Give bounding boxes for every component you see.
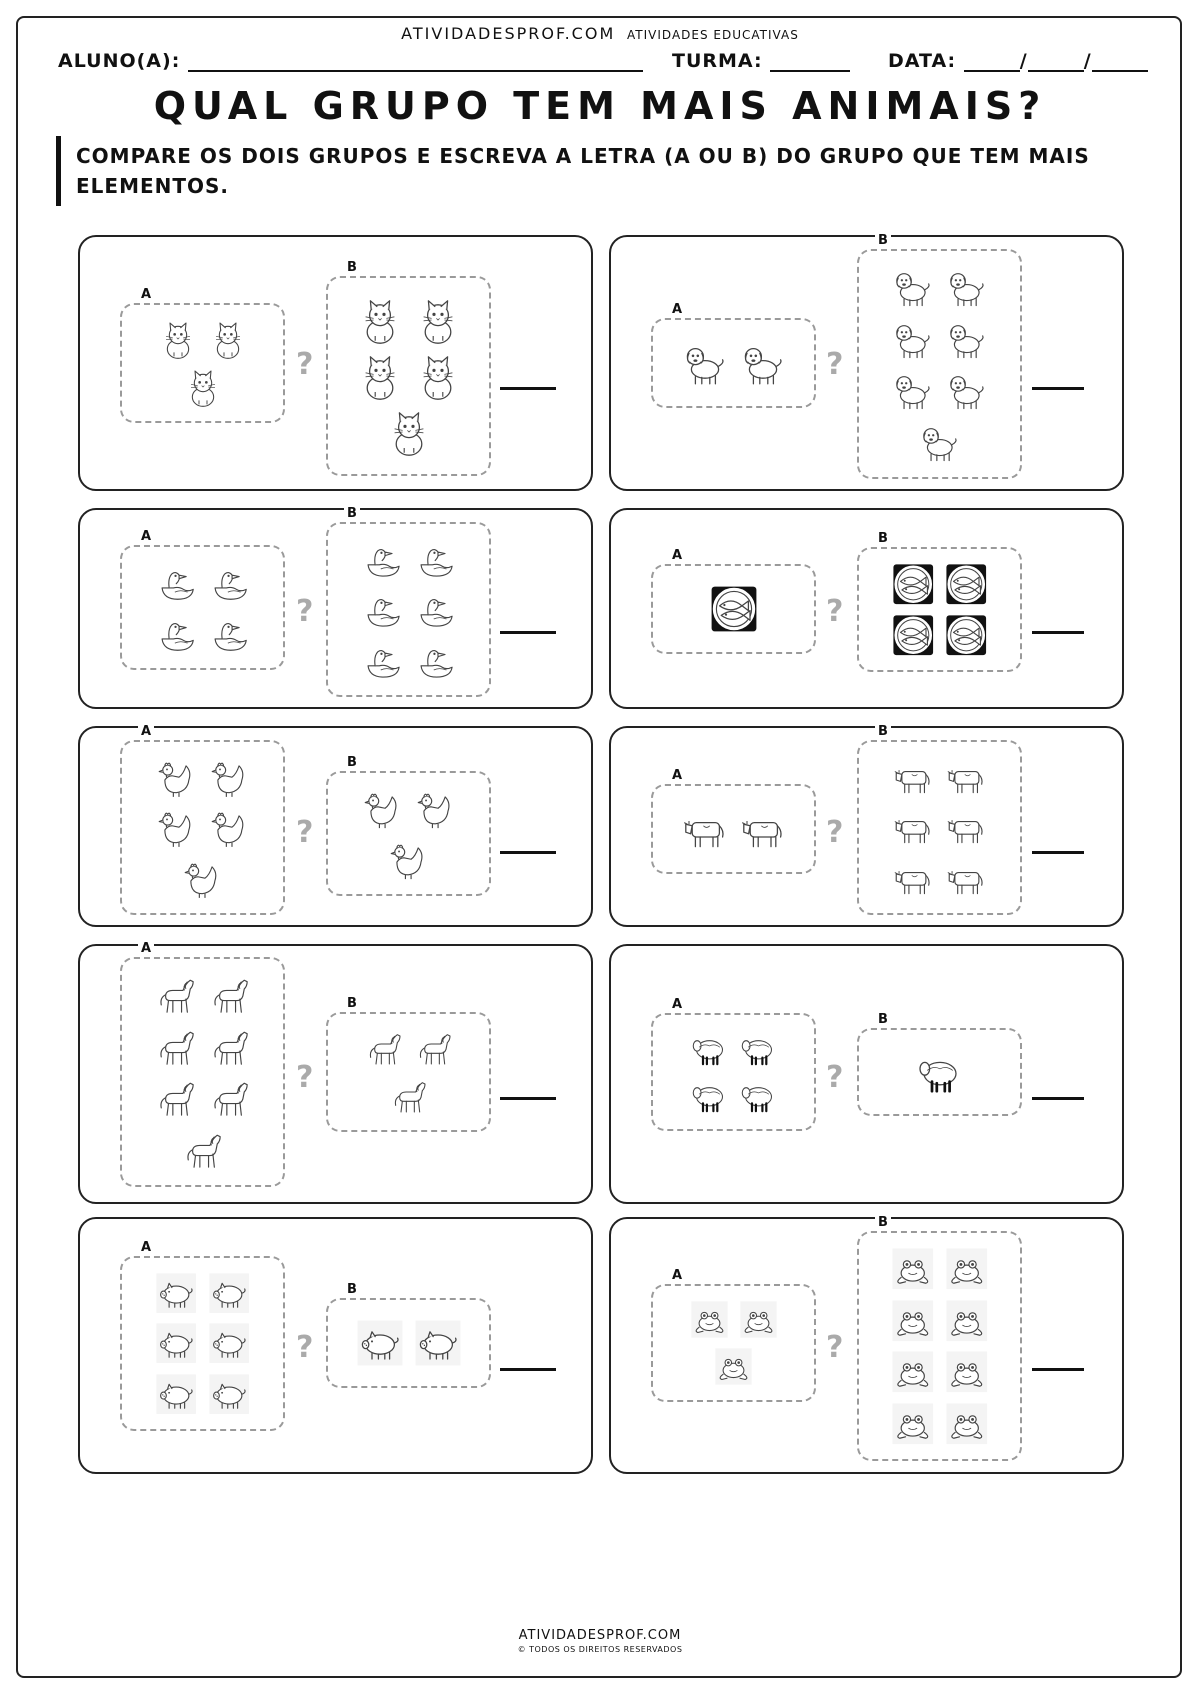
answer-line[interactable] [500,631,556,634]
group-b-label: B [875,1215,891,1230]
cow-icon [892,857,934,899]
instruction-text: COMPARE OS DOIS GRUPOS E ESCREVA A LETRA (A OU B) DO GRUPO QUE TEM MAIS ELEMENTOS. [76,144,1090,198]
group-b [857,531,1022,672]
frog-icon [891,1247,935,1291]
dog-icon [945,265,989,309]
dog-icon [891,317,935,361]
dog-icon [945,317,989,361]
duck-icon [414,588,456,630]
cat-icon [158,319,198,359]
class-line[interactable] [770,52,850,72]
frog-icon [945,1247,989,1291]
pig-icon [356,1319,404,1367]
group-b-label: B [875,233,891,248]
answer-line[interactable] [1032,1368,1084,1371]
duck-icon [414,639,456,681]
dog-icon [891,265,935,309]
cat-icon [414,296,462,344]
group-b-label: B [344,996,360,1011]
student-field [58,50,643,72]
rooster-icon [155,806,197,848]
duck-icon [361,639,403,681]
duck-icon [208,561,251,604]
group-b [857,1012,1022,1116]
answer-line[interactable] [1032,1097,1084,1100]
dog-icon [891,368,935,412]
group-a-label: A [669,548,685,563]
duck-icon [361,538,403,580]
answer-line[interactable] [1032,387,1084,390]
class-label: TURMA: [672,50,763,72]
group-a [651,1268,816,1402]
cow-icon [945,857,987,899]
question-mark: ? [296,1330,314,1365]
group-a [651,768,816,874]
question-mark: ? [826,815,844,850]
pig-icon [414,1319,462,1367]
pig-icon [208,1373,250,1415]
frog-icon [739,1300,778,1339]
question-mark: ? [296,594,314,629]
rooster-icon [181,857,223,899]
fish-icon [892,563,935,606]
group-a-label: A [669,1268,685,1283]
group-b [326,506,491,697]
student-info-row [58,50,1148,76]
answer-line[interactable] [500,851,556,854]
pig-icon [155,1322,197,1364]
frog-icon [891,1299,935,1343]
rooster-icon [208,806,250,848]
group-a-label: A [669,768,685,783]
cow-icon [945,806,987,848]
pig-icon [155,1272,197,1314]
frog-icon [945,1402,989,1446]
duck-icon [155,561,198,604]
group-a-label: A [138,529,154,544]
question-mark: ? [826,347,844,382]
rooster-icon [208,756,250,798]
sheep-icon [690,1029,729,1068]
question-mark: ? [296,1060,314,1095]
duck-icon [208,612,251,655]
duck-icon [414,538,456,580]
sheep-icon [690,1076,729,1115]
cat-icon [183,367,223,407]
answer-line[interactable] [500,1368,556,1371]
frog-icon [714,1347,753,1386]
question-mark: ? [826,1330,844,1365]
group-b [326,755,491,896]
date-day-line[interactable] [964,52,1020,72]
horse-icon [414,1028,454,1068]
date-label: DATA: [888,50,957,72]
cat-icon [356,296,404,344]
group-a [120,941,285,1187]
fish-icon [710,585,758,633]
group-b [857,1215,1022,1461]
answer-line[interactable] [500,1097,556,1100]
footer [0,1628,1200,1654]
group-a-label: A [138,1240,154,1255]
group-a [120,1240,285,1431]
student-name-line[interactable] [188,52,643,72]
instruction-bar [56,136,61,206]
group-a-label: A [669,302,685,317]
dog-icon [918,420,962,464]
fish-icon [892,614,935,657]
horse-icon [364,1028,404,1068]
frog-icon [945,1350,989,1394]
frog-icon [891,1350,935,1394]
answer-line[interactable] [1032,851,1084,854]
cow-icon [739,805,787,853]
cow-icon [681,805,729,853]
sheep-icon [916,1048,964,1096]
question-mark: ? [826,594,844,629]
horse-icon [208,973,252,1017]
footer-site: ATIVIDADESPROF.COM [518,1628,682,1643]
group-a [651,997,816,1131]
group-a-label: A [138,724,154,739]
frog-icon [945,1299,989,1343]
horse-icon [208,1025,252,1069]
site-header [0,24,1200,43]
cat-icon [385,408,433,456]
group-b [326,996,491,1132]
cat-icon [356,352,404,400]
group-a [651,302,816,408]
group-b-label: B [344,755,360,770]
group-a [120,287,285,423]
date-month-line[interactable] [1028,52,1084,72]
cow-icon [892,806,934,848]
dog-icon [739,339,787,387]
group-b-label: B [344,1282,360,1297]
rooster-icon [361,787,404,830]
group-b [857,724,1022,915]
cat-icon [208,319,248,359]
rooster-icon [155,756,197,798]
group-b [326,1282,491,1388]
group-a-label: A [669,997,685,1012]
question-mark: ? [296,815,314,850]
page-title: QUAL GRUPO TEM MAIS ANIMAIS? [153,84,1047,128]
cow-icon [945,756,987,798]
question-mark: ? [826,1060,844,1095]
class-field [672,50,850,72]
group-b-label: B [875,1012,891,1027]
frog-icon [891,1402,935,1446]
group-b-label: B [344,506,360,521]
group-a-label: A [138,287,154,302]
group-a [651,548,816,654]
dog-icon [945,368,989,412]
pig-icon [208,1322,250,1364]
site-subtitle: ATIVIDADES EDUCATIVAS [627,28,799,42]
student-label: ALUNO(A): [58,50,181,72]
cat-icon [414,352,462,400]
fish-icon [945,563,988,606]
group-a [120,724,285,915]
answer-line[interactable] [500,387,556,390]
site-name: ATIVIDADESPROF.COM [401,24,616,43]
horse-icon [154,1025,198,1069]
horse-icon [208,1076,252,1120]
horse-icon [389,1076,429,1116]
question-mark: ? [296,347,314,382]
group-a-label: A [138,941,154,956]
horse-icon [181,1128,225,1172]
pig-icon [208,1272,250,1314]
answer-line[interactable] [1032,631,1084,634]
sheep-icon [739,1029,778,1068]
group-b [857,233,1022,479]
footer-copyright: © TODOS OS DIREITOS RESERVADOS [517,1645,683,1654]
sheep-icon [739,1076,778,1115]
group-a [120,529,285,670]
horse-icon [154,973,198,1017]
dog-icon [681,339,729,387]
group-b-label: B [875,531,891,546]
fish-icon [945,614,988,657]
horse-icon [154,1076,198,1120]
group-b-label: B [875,724,891,739]
group-b [326,260,491,476]
duck-icon [155,612,198,655]
rooster-icon [414,787,457,830]
pig-icon [155,1373,197,1415]
date-year-line[interactable] [1092,52,1148,72]
cow-icon [892,756,934,798]
group-b-label: B [344,260,360,275]
rooster-icon [387,838,430,881]
frog-icon [690,1300,729,1339]
duck-icon [361,588,403,630]
date-field: DATA: / / [888,50,1148,72]
